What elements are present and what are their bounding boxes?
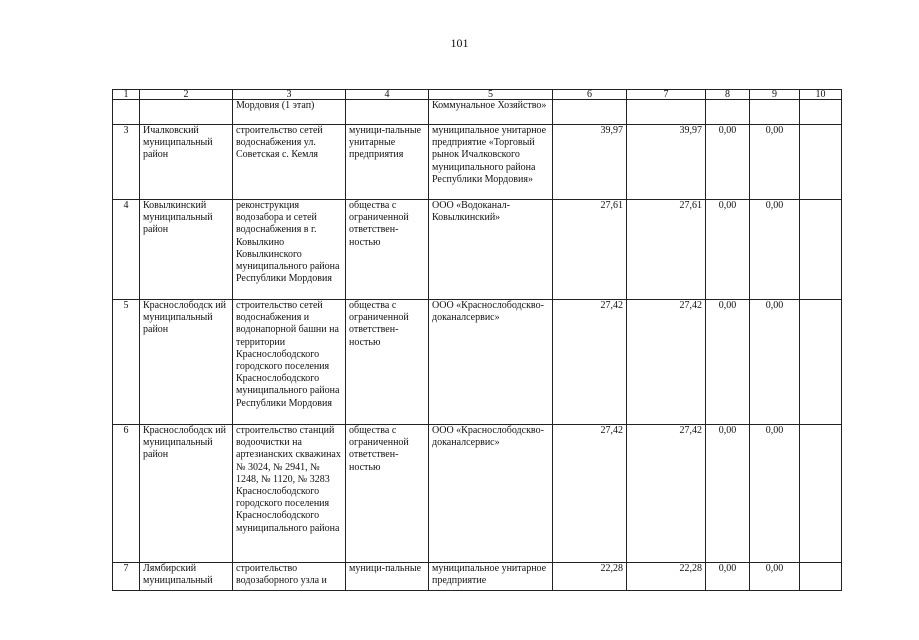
project-cell: строительство водозаборного узла и [233,563,346,591]
value-cell: 27,42 [553,300,627,425]
column-header: 7 [627,90,706,100]
cell: Коммунальное Хозяйство» [429,100,553,125]
value-cell: 0,00 [706,563,750,591]
column-header: 6 [553,90,627,100]
table-row [113,125,842,200]
continuation-row [113,100,842,125]
column-header: 4 [346,90,429,100]
organization-cell: муниципальное унитарное предприятие «Торговый рынок Ичалковского муниципального района Республики Мордовия» [429,125,553,200]
value-cell: 0,00 [750,425,800,563]
column-header: 3 [233,90,346,100]
value-cell: 0,00 [750,125,800,200]
column-header: 5 [429,90,553,100]
cell [113,100,140,125]
district-cell: Краснослободск ий муниципальный район [140,300,233,425]
cell [627,100,706,125]
column-number-row [113,90,842,100]
value-cell: 22,28 [553,563,627,591]
cell [750,100,800,125]
value-cell [800,200,842,300]
district-cell: Краснослободск ий муниципальный район [140,425,233,563]
table-row [113,300,842,425]
value-cell: 22,28 [627,563,706,591]
org-form-cell: общества с ограниченной ответствен-ностью [346,425,429,563]
value-cell [800,125,842,200]
cell [346,100,429,125]
organization-cell: ООО «Водоканал-Ковылкинский» [429,200,553,300]
value-cell: 27,61 [627,200,706,300]
cell [800,100,842,125]
value-cell: 0,00 [706,300,750,425]
value-cell: 0,00 [706,125,750,200]
organization-cell: ООО «Краснослободскво-доканалсервис» [429,425,553,563]
district-cell: Ичалковский муниципальный район [140,125,233,200]
org-form-cell: общества с ограниченной ответствен-ностью [346,200,429,300]
column-header: 2 [140,90,233,100]
project-cell: строительство сетей водоснабжения и водонапорной башни на территории Краснослободского городского поселения Краснослободского муниципального района Республики Мордовия [233,300,346,425]
row-number: 6 [113,425,140,563]
value-cell: 0,00 [750,563,800,591]
project-cell: реконструкция водозабора и сетей водоснабжения в г. Ковылкино Ковылкинского муниципального района Республики Мордовия [233,200,346,300]
value-cell: 27,42 [627,300,706,425]
row-number: 5 [113,300,140,425]
cell [706,100,750,125]
value-cell: 0,00 [750,200,800,300]
page-number: 101 [450,36,469,50]
project-cell: строительство станций водоочистки на артезианских скважинах № 3024, № 2941, № 1248, № 1120, № 3283 Краснослободского городского поселения Краснослободского муниципального района [233,425,346,563]
column-header: 10 [800,90,842,100]
table-row [113,563,842,591]
column-header: 1 [113,90,140,100]
table-row [113,200,842,300]
org-form-cell: муници-пальные [346,563,429,591]
cell [140,100,233,125]
row-number: 7 [113,563,140,591]
value-cell: 39,97 [627,125,706,200]
org-form-cell: муници-пальные унитарные предприятия [346,125,429,200]
row-number: 3 [113,125,140,200]
value-cell: 0,00 [706,425,750,563]
value-cell: 0,00 [750,300,800,425]
project-cell: строительство сетей водоснабжения ул. Советская с. Кемля [233,125,346,200]
value-cell: 27,61 [553,200,627,300]
column-header: 8 [706,90,750,100]
value-cell: 27,42 [553,425,627,563]
registry-table [112,89,842,591]
org-form-cell: общества с ограниченной ответствен-ностью [346,300,429,425]
value-cell: 0,00 [706,200,750,300]
value-cell [800,425,842,563]
cell: Мордовия (1 этап) [233,100,346,125]
organization-cell: ООО «Краснослободскво-доканалсервис» [429,300,553,425]
district-cell: Ковылкинский муниципальный район [140,200,233,300]
value-cell [800,300,842,425]
organization-cell: муниципальное унитарное предприятие [429,563,553,591]
table-row [113,425,842,563]
value-cell: 27,42 [627,425,706,563]
district-cell: Лямбирский муниципальный [140,563,233,591]
column-header: 9 [750,90,800,100]
row-number: 4 [113,200,140,300]
cell [553,100,627,125]
value-cell: 39,97 [553,125,627,200]
value-cell [800,563,842,591]
